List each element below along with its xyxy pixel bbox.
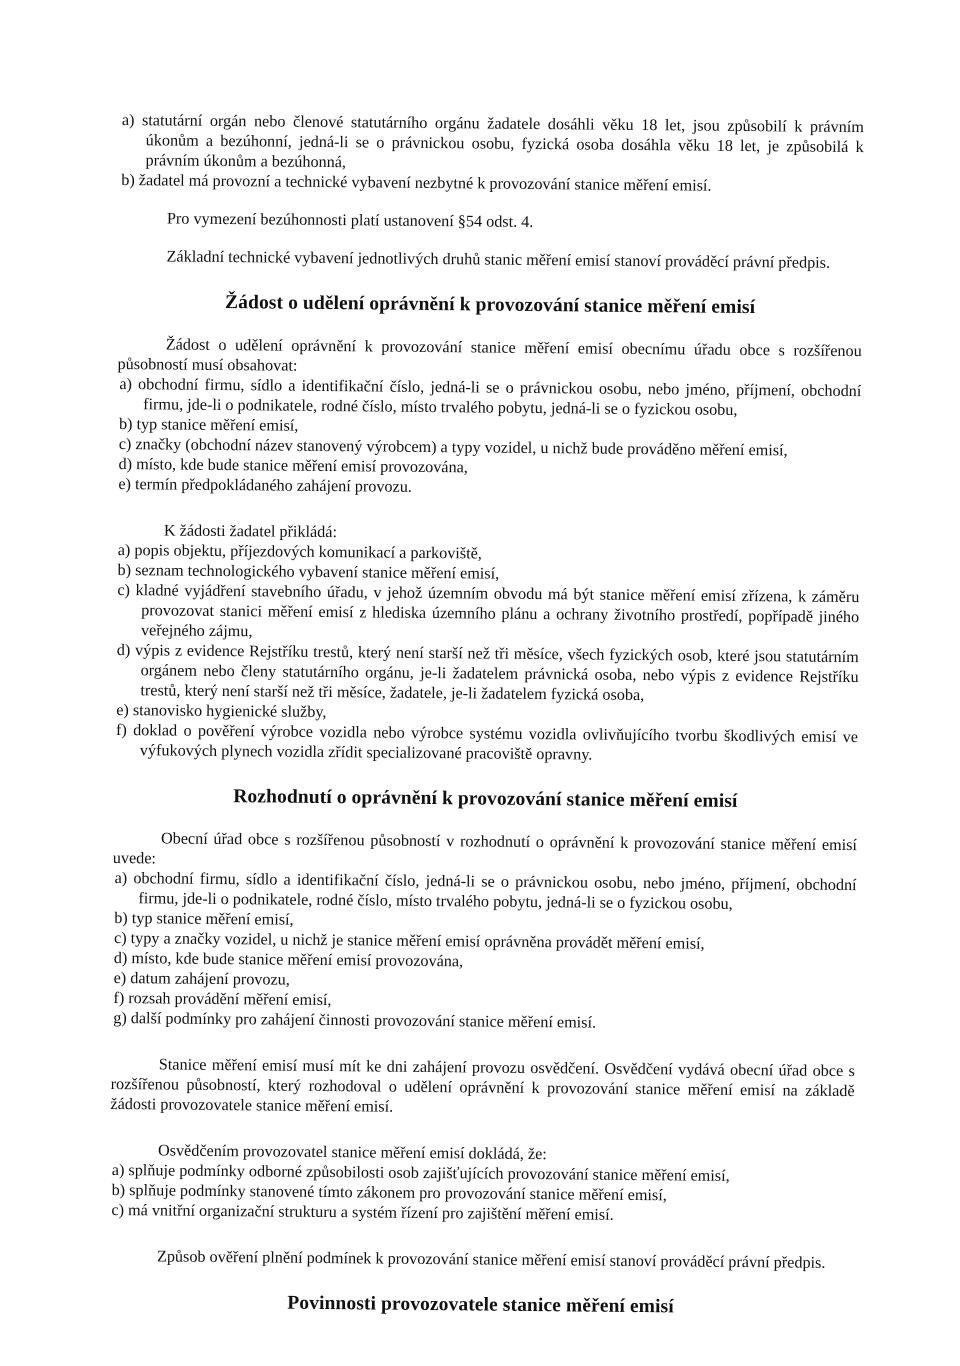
osvedceni-doklada-list xyxy=(109,1160,854,1227)
doklada-item-c: c) má vnitřní organizační strukturu a systém řízení pro zajištění měření emisí. xyxy=(111,1200,614,1224)
note-technicke-vybaveni: Základní technické vybavení jednotlivých druhů stanic měření emisí stanoví prováděcí právní předpis. xyxy=(166,247,831,272)
attachments-list xyxy=(114,540,860,767)
rozhodnuti-item-b: b) typ stanice měření emisí, xyxy=(114,908,294,929)
rozhodnuti-item-d: d) místo, kde bude stanice měření emisí provozována, xyxy=(113,948,464,971)
zadost-intro: Žádost o udělení oprávnění k provozování stanice měření emisí obecnímu úřadu obce s rozšířenou působností musí obsahovat: xyxy=(117,335,862,375)
attachment-item-f: f) doklad o pověření výrobce vozidla nebo výrobce systému vozidla ovlivňujícího tvorbu škodlivých emisí ve výfukových plynech vozidla zřídit specializované pracoviště opravny. xyxy=(115,720,859,764)
rozhodnuti-item-f: f) rozsah provádění měření emisí, xyxy=(113,988,332,1010)
attachment-item-d: d) výpis z evidence Rejstříku trestů, který není starší než tři měsíce, všech fyzických osob, které jsou statutárním orgánem nebo členy statutárního orgánu, je-li žadatelem právnická osoba, nebo výpis z evidence Rejstříku trestů, který není starší než tři měsíce, žadatele, je-li žadatelem fyzická osoba, xyxy=(116,640,859,705)
rozhodnuti-item-e: e) datum zahájení provozu, xyxy=(113,968,290,989)
attachment-item-c: c) kladné vyjádření stavebního úřadu, v jehož územním obvodu má být stanice měření emisí zřízena, k záměru provozovat stanici měření emisí z hlediska územního plánu a ochrany životního prostředí, popřípadě jiného veřejného zájmu, xyxy=(117,580,860,641)
rozhodnuti-item-c: c) typy a značky vozidel, u nichž je stanice měření emisí oprávněna provádět měření emisí, xyxy=(113,928,705,953)
rozhodnuti-item-a: a) obchodní firmu, sídlo a identifikační číslo, jedná-li se o právnickou osobu, nebo jméno, příjmení, obchodní firmu, jde-li o podnikatele, rodné číslo, místo trvalého pobytu, jedná-li se o fyzickou osobu, xyxy=(114,868,857,913)
zadost-item-e: e) termín předpokládaného zahájení provozu. xyxy=(118,475,412,496)
intro-item-b: b) žadatel má provozní a technické vybavení nezbytné k provozování stanice měření emisí. xyxy=(121,171,712,195)
intro-list xyxy=(119,110,864,197)
zadost-item-a: a) obchodní firmu, sídlo a identifikační číslo, jedná-li se o právnickou osobu, nebo jméno, příjmení, obchodní firmu, jde-li o podnikatele, rodné číslo, místo trvalého pobytu, jedná-li se o fyzickou osobu, xyxy=(119,375,862,419)
note-bezuhonnost: Pro vymezení bezúhonnosti platí ustanovení §54 odst. 4. xyxy=(166,209,534,231)
zadost-item-c: c) značky (obchodní název stanovený výrobcem) a typy vozidel, u nichž bude prováděno měření emisí, xyxy=(118,435,788,460)
attachment-item-b: b) seznam technologického vybavení stanice měření emisí, xyxy=(117,560,500,583)
section-heading-povinnosti: Povinnosti provozovatele stanice měření emisí xyxy=(287,1292,674,1318)
attachment-item-a: a) popis objektu, příjezdových komunikací a parkoviště, xyxy=(117,540,482,563)
attachment-item-e: e) stanovisko hygienické služby, xyxy=(116,700,327,722)
document-content xyxy=(108,110,864,1319)
zadost-item-b: b) typ stanice měření emisí, xyxy=(118,415,299,435)
osvedceni-paragraph: Stanice měření emisí musí mít ke dni zahájení provozu osvědčení. Osvědčení vydává obecní úřad obce s rozšířenou působností, který rozhodoval o udělení oprávnění k provozování stanice měření emisí na základě žádosti provozovatele stanice měření emisí. xyxy=(110,1055,855,1116)
osvedceni-doklada-intro: Osvědčením provozovatel stanice měření emisí dokládá, že: xyxy=(157,1141,547,1164)
zadost-list xyxy=(116,374,861,501)
section-heading-zadost: Žádost o udělení oprávnění k provozování stanice měření emisí xyxy=(225,292,756,319)
section-heading-rozhodnuti: Rozhodnutí o oprávnění k provozování stanice měření emisí xyxy=(233,786,738,812)
zadost-item-d: d) místo, kde bude stanice měření emisí provozována, xyxy=(118,455,468,477)
intro-item-a: a) statutární orgán nebo členové statutárního orgánu žadatele dosáhli věku 18 let, jsou způsobilí k právním úkonům a bezúhonní, jedná-li se o právnickou osobu, fyzická osoba dosáhla věku 18 let, je způsobilá k právním úkonům a bezúhonná, xyxy=(121,111,864,172)
rozhodnuti-item-g: g) další podmínky pro zahájení činnosti provozování stanice měření emisí. xyxy=(113,1008,597,1032)
rozhodnuti-list xyxy=(111,868,857,1035)
note-overeni: Způsob ověření plnění podmínek k provozování stanice měření emisí stanoví prováděcí právní předpis. xyxy=(156,1247,826,1272)
doklada-item-b: b) splňuje podmínky stanovené tímto zákonem pro provozování stanice měření emisí, xyxy=(111,1180,667,1205)
doklada-item-a: a) splňuje podmínky odborné způsobilosti osob zajišťujících provozování stanice měření emisí, xyxy=(111,1160,730,1185)
rozhodnuti-intro: Obecní úřad obce s rozšířenou působností v rozhodnutí o oprávnění k provozování stanice měření emisí uvede: xyxy=(112,829,858,868)
attachments-intro: K žádosti žadatel přikládá: xyxy=(163,521,338,542)
